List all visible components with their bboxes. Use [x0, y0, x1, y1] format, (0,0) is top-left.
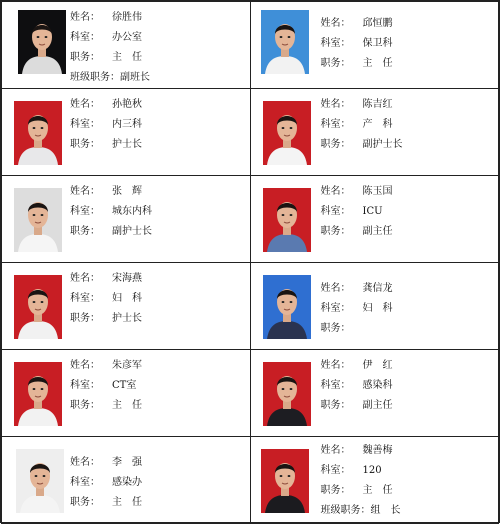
position-field-label: [321, 396, 351, 416]
department-field-value: CT室: [112, 380, 137, 391]
name-field-label: [70, 453, 100, 473]
person-card: [2, 176, 251, 263]
label-char: 室：: [330, 303, 351, 314]
position-field: [70, 493, 142, 513]
person-photo: [263, 188, 311, 252]
department-field-label: [70, 473, 100, 493]
department-field-label: [70, 202, 100, 222]
person-photo: [14, 362, 62, 426]
department-field: [70, 202, 152, 222]
person-info: [321, 356, 393, 416]
department-field-value: 感染办: [112, 477, 142, 488]
label-char: 务：: [330, 139, 351, 150]
label-char: 务：: [330, 323, 351, 334]
position-field-value: 护士长: [112, 313, 142, 324]
position-field-label: [321, 481, 351, 501]
label-char: 姓: [320, 360, 331, 371]
department-field: [321, 376, 393, 396]
department-field-label: [321, 115, 351, 135]
person-card: [250, 176, 499, 263]
name-field-value: 邱恒鹏: [362, 18, 393, 29]
department-field: [70, 28, 150, 48]
name-field-label: [321, 182, 351, 202]
position-field-value: 副主任: [362, 400, 393, 411]
name-field-value: 朱彦军: [112, 360, 142, 371]
person-card: [2, 263, 251, 350]
label-char: 务：: [330, 226, 351, 237]
department-field-label: [70, 28, 100, 48]
label-char: 室：: [80, 206, 100, 217]
name-field-value: 龚信龙: [362, 283, 393, 294]
position-field: [70, 396, 142, 416]
label-char: 科: [320, 465, 331, 476]
label-char: 职: [320, 226, 331, 237]
label-char: 姓: [320, 283, 331, 294]
name-field-value: 伊 红: [362, 360, 393, 371]
position-field-value: 主 任: [362, 485, 393, 496]
label-char: 职: [320, 485, 331, 496]
person-info: [321, 441, 401, 521]
name-field: [321, 441, 401, 461]
person-photo: [263, 275, 311, 339]
person-card: [250, 89, 499, 176]
name-field: [70, 453, 142, 473]
label-char: 名：: [80, 186, 100, 197]
roster-row: [2, 2, 499, 89]
department-field-value: 120: [362, 465, 382, 476]
position-field-label: [321, 222, 351, 242]
label-char: 务：: [80, 313, 100, 324]
department-field-label: [70, 115, 100, 135]
label-char: 科: [320, 380, 331, 391]
department-field-label: [321, 202, 351, 222]
position-field: [70, 309, 142, 329]
name-field: [70, 95, 142, 115]
label-char: 科: [320, 119, 331, 130]
roster-row: [2, 89, 499, 176]
department-field-label: [70, 376, 100, 396]
name-field-label: [70, 269, 100, 289]
label-char: 室：: [330, 206, 351, 217]
position-field: [321, 396, 393, 416]
label-char: 名：: [80, 12, 100, 23]
personnel-table: [1, 1, 499, 524]
person-info: [321, 279, 393, 339]
person-info: [70, 356, 142, 416]
label-char: 职: [320, 139, 331, 150]
position-field-label: [321, 135, 351, 155]
department-field-label: [321, 299, 351, 319]
department-field-label: [321, 34, 351, 54]
roster-row: [2, 350, 499, 437]
department-field: [321, 299, 393, 319]
name-field-label: [321, 356, 351, 376]
label-char: 务：: [330, 400, 351, 411]
position-field-label: [70, 222, 100, 242]
department-field-value: ICU: [362, 206, 383, 217]
position-field-label: [70, 48, 100, 68]
department-field-label: [321, 376, 351, 396]
label-char: 室：: [80, 293, 100, 304]
label-char: 科: [70, 477, 80, 488]
label-char: 室：: [330, 380, 351, 391]
class-position-label: 班级职务：: [70, 72, 120, 83]
label-char: 室：: [80, 380, 100, 391]
name-field: [321, 95, 403, 115]
name-field-label: [70, 182, 100, 202]
department-field: [321, 202, 393, 222]
position-field-label: [70, 396, 100, 416]
person-info: [321, 182, 393, 242]
position-field-label: [321, 54, 351, 74]
label-char: 务：: [80, 52, 100, 63]
department-field-value: 妇 科: [112, 293, 142, 304]
label-char: 务：: [80, 497, 100, 508]
position-field-value: 副护士长: [362, 139, 403, 150]
name-field-value: 陈玉国: [362, 186, 393, 197]
label-char: 科: [70, 119, 80, 130]
label-char: 职: [70, 139, 80, 150]
person-card: [2, 437, 251, 524]
department-field-value: 内三科: [112, 119, 142, 130]
label-char: 名：: [80, 457, 100, 468]
name-field-value: 李 强: [112, 457, 142, 468]
label-char: 室：: [80, 32, 100, 43]
department-field-value: 感染科: [362, 380, 393, 391]
label-char: 姓: [70, 457, 80, 468]
position-field: [321, 222, 393, 242]
position-field-label: [70, 493, 100, 513]
position-field-value: 主 任: [112, 400, 142, 411]
department-field: [70, 115, 142, 135]
label-char: 姓: [70, 12, 80, 23]
person-info: [321, 14, 393, 74]
name-field: [321, 14, 393, 34]
label-char: 姓: [320, 18, 331, 29]
position-field: [321, 481, 401, 501]
label-char: 姓: [70, 186, 80, 197]
label-char: 务：: [80, 139, 100, 150]
roster-row: [2, 263, 499, 350]
person-card: [2, 2, 251, 89]
label-char: 职: [70, 497, 80, 508]
label-char: 姓: [320, 445, 331, 456]
label-char: 姓: [70, 99, 80, 110]
class-position-field: [70, 68, 150, 88]
label-char: 职: [70, 226, 80, 237]
position-field-value: 主 任: [112, 52, 142, 63]
position-field: [321, 54, 393, 74]
label-char: 室：: [330, 465, 351, 476]
name-field: [70, 269, 142, 289]
label-char: 职: [320, 400, 331, 411]
department-field: [321, 34, 393, 54]
position-field: [321, 319, 393, 339]
label-char: 科: [70, 206, 80, 217]
roster-row: [2, 437, 499, 524]
label-char: 室：: [330, 38, 351, 49]
department-field: [321, 115, 403, 135]
position-field-value: 副主任: [362, 226, 393, 237]
department-field-label: [70, 289, 100, 309]
label-char: 名：: [330, 360, 351, 371]
person-card: [2, 350, 251, 437]
person-info: [70, 8, 150, 88]
name-field: [321, 356, 393, 376]
person-photo: [14, 275, 62, 339]
label-char: 职: [320, 323, 331, 334]
person-photo: [261, 10, 309, 74]
class-position-label: 班级职务：: [320, 505, 371, 516]
label-char: 职: [70, 313, 80, 324]
label-char: 名：: [330, 186, 351, 197]
label-char: 名：: [330, 99, 351, 110]
label-char: 名：: [80, 360, 100, 371]
person-photo: [261, 449, 309, 513]
label-char: 名：: [330, 445, 351, 456]
department-field-value: 产 科: [362, 119, 393, 130]
position-field: [70, 135, 142, 155]
label-char: 科: [320, 38, 331, 49]
department-field-value: 城东内科: [112, 206, 152, 217]
name-field-value: 孙艳秋: [112, 99, 142, 110]
name-field-value: 张 辉: [112, 186, 142, 197]
position-field: [70, 48, 150, 68]
position-field-label: [70, 309, 100, 329]
label-char: 姓: [320, 99, 331, 110]
label-char: 科: [70, 293, 80, 304]
position-field-label: [70, 135, 100, 155]
label-char: 科: [70, 380, 80, 391]
name-field-label: [321, 95, 351, 115]
name-field-value: 陈吉红: [362, 99, 393, 110]
name-field: [321, 279, 393, 299]
name-field: [321, 182, 393, 202]
name-field-value: 魏善梅: [362, 445, 393, 456]
name-field-label: [70, 8, 100, 28]
department-field-value: 办公室: [112, 32, 142, 43]
department-field: [321, 461, 401, 481]
name-field: [70, 356, 142, 376]
person-photo: [18, 10, 66, 74]
name-field-label: [321, 441, 351, 461]
label-char: 职: [320, 58, 331, 69]
label-char: 职: [70, 400, 80, 411]
roster-row: [2, 176, 499, 263]
label-char: 务：: [80, 226, 100, 237]
class-position-field: [321, 501, 401, 521]
person-info: [70, 95, 142, 155]
label-char: 科: [320, 206, 331, 217]
label-char: 务：: [330, 485, 351, 496]
person-photo: [263, 101, 311, 165]
department-field-value: 妇 科: [362, 303, 393, 314]
position-field-value: 主 任: [362, 58, 393, 69]
position-field-value: 副护士长: [112, 226, 152, 237]
person-info: [70, 269, 142, 329]
label-char: 室：: [80, 119, 100, 130]
class-position-value: 副班长: [120, 72, 150, 83]
department-field-value: 保卫科: [362, 38, 393, 49]
position-field-value: 主 任: [112, 497, 142, 508]
label-char: 姓: [320, 186, 331, 197]
name-field-label: [321, 279, 351, 299]
name-field: [70, 8, 150, 28]
label-char: 姓: [70, 360, 80, 371]
person-card: [250, 2, 499, 89]
person-photo: [16, 449, 64, 513]
label-char: 名：: [330, 18, 351, 29]
label-char: 名：: [80, 99, 100, 110]
label-char: 科: [70, 32, 80, 43]
position-field: [70, 222, 152, 242]
position-field-value: 护士长: [112, 139, 142, 150]
position-field-label: [321, 319, 351, 339]
class-position-value: 组 长: [370, 505, 401, 516]
person-card: [250, 350, 499, 437]
person-info: [70, 182, 152, 242]
person-info: [321, 95, 403, 155]
name-field-label: [70, 356, 100, 376]
label-char: 名：: [80, 273, 100, 284]
name-field-label: [321, 14, 351, 34]
label-char: 务：: [330, 58, 351, 69]
label-char: 名：: [330, 283, 351, 294]
label-char: 姓: [70, 273, 80, 284]
person-card: [250, 437, 499, 524]
name-field-value: 徐胜伟: [112, 12, 142, 23]
label-char: 室：: [80, 477, 100, 488]
department-field: [70, 289, 142, 309]
label-char: 务：: [80, 400, 100, 411]
label-char: 科: [320, 303, 331, 314]
department-field: [70, 376, 142, 396]
person-photo: [14, 188, 62, 252]
name-field: [70, 182, 152, 202]
label-char: 职: [70, 52, 80, 63]
person-info: [70, 453, 142, 513]
department-field: [70, 473, 142, 493]
department-field-label: [321, 461, 351, 481]
position-field: [321, 135, 403, 155]
person-photo: [263, 362, 311, 426]
person-photo: [14, 101, 62, 165]
name-field-value: 宋海燕: [112, 273, 142, 284]
person-card: [250, 263, 499, 350]
name-field-label: [70, 95, 100, 115]
person-card: [2, 89, 251, 176]
label-char: 室：: [330, 119, 351, 130]
